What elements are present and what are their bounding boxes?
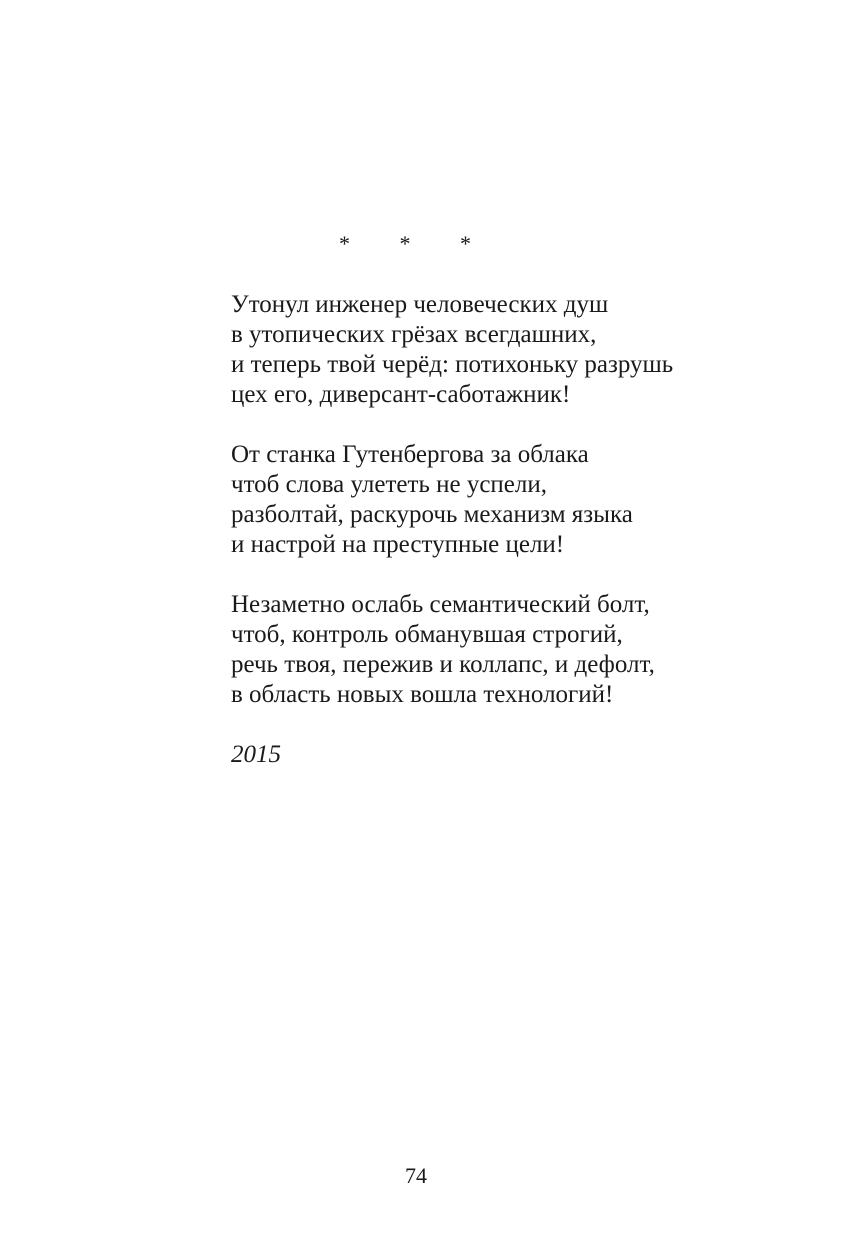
poem-line: Незаметно ослабь семантический болт, — [231, 591, 650, 618]
stanza-1 — [231, 290, 831, 410]
poem-date: 2015 — [231, 741, 281, 768]
poem-line: цех его, диверсант-саботажник! — [231, 381, 571, 408]
poem-line: в область новых вошла технологий! — [231, 681, 614, 708]
poem-line: и настрой на преступные цели! — [231, 531, 565, 558]
section-separator: * * * — [339, 231, 493, 256]
poem-line: в утопических грёзах всегдашних, — [231, 321, 597, 348]
poem-line: и теперь твой черёд: потихоньку разрушь — [231, 351, 674, 378]
poem-line: От станка Гутенбергова за облака — [231, 441, 589, 468]
poem-line: чтоб слова улететь не успели, — [231, 471, 548, 498]
poem-line: Утонул инженер человеческих душ — [231, 291, 609, 318]
page-number: 74 — [405, 1163, 427, 1188]
poem-line: чтоб, контроль обманувшая строгий, — [231, 621, 623, 648]
poem — [231, 290, 831, 770]
stanza-3 — [231, 590, 831, 710]
stanza-2 — [231, 440, 831, 560]
poem-line: речь твоя, пережив и коллапс, и дефолт, — [231, 651, 655, 678]
poem-line: разболтай, раскурочь механизм языка — [231, 501, 633, 528]
